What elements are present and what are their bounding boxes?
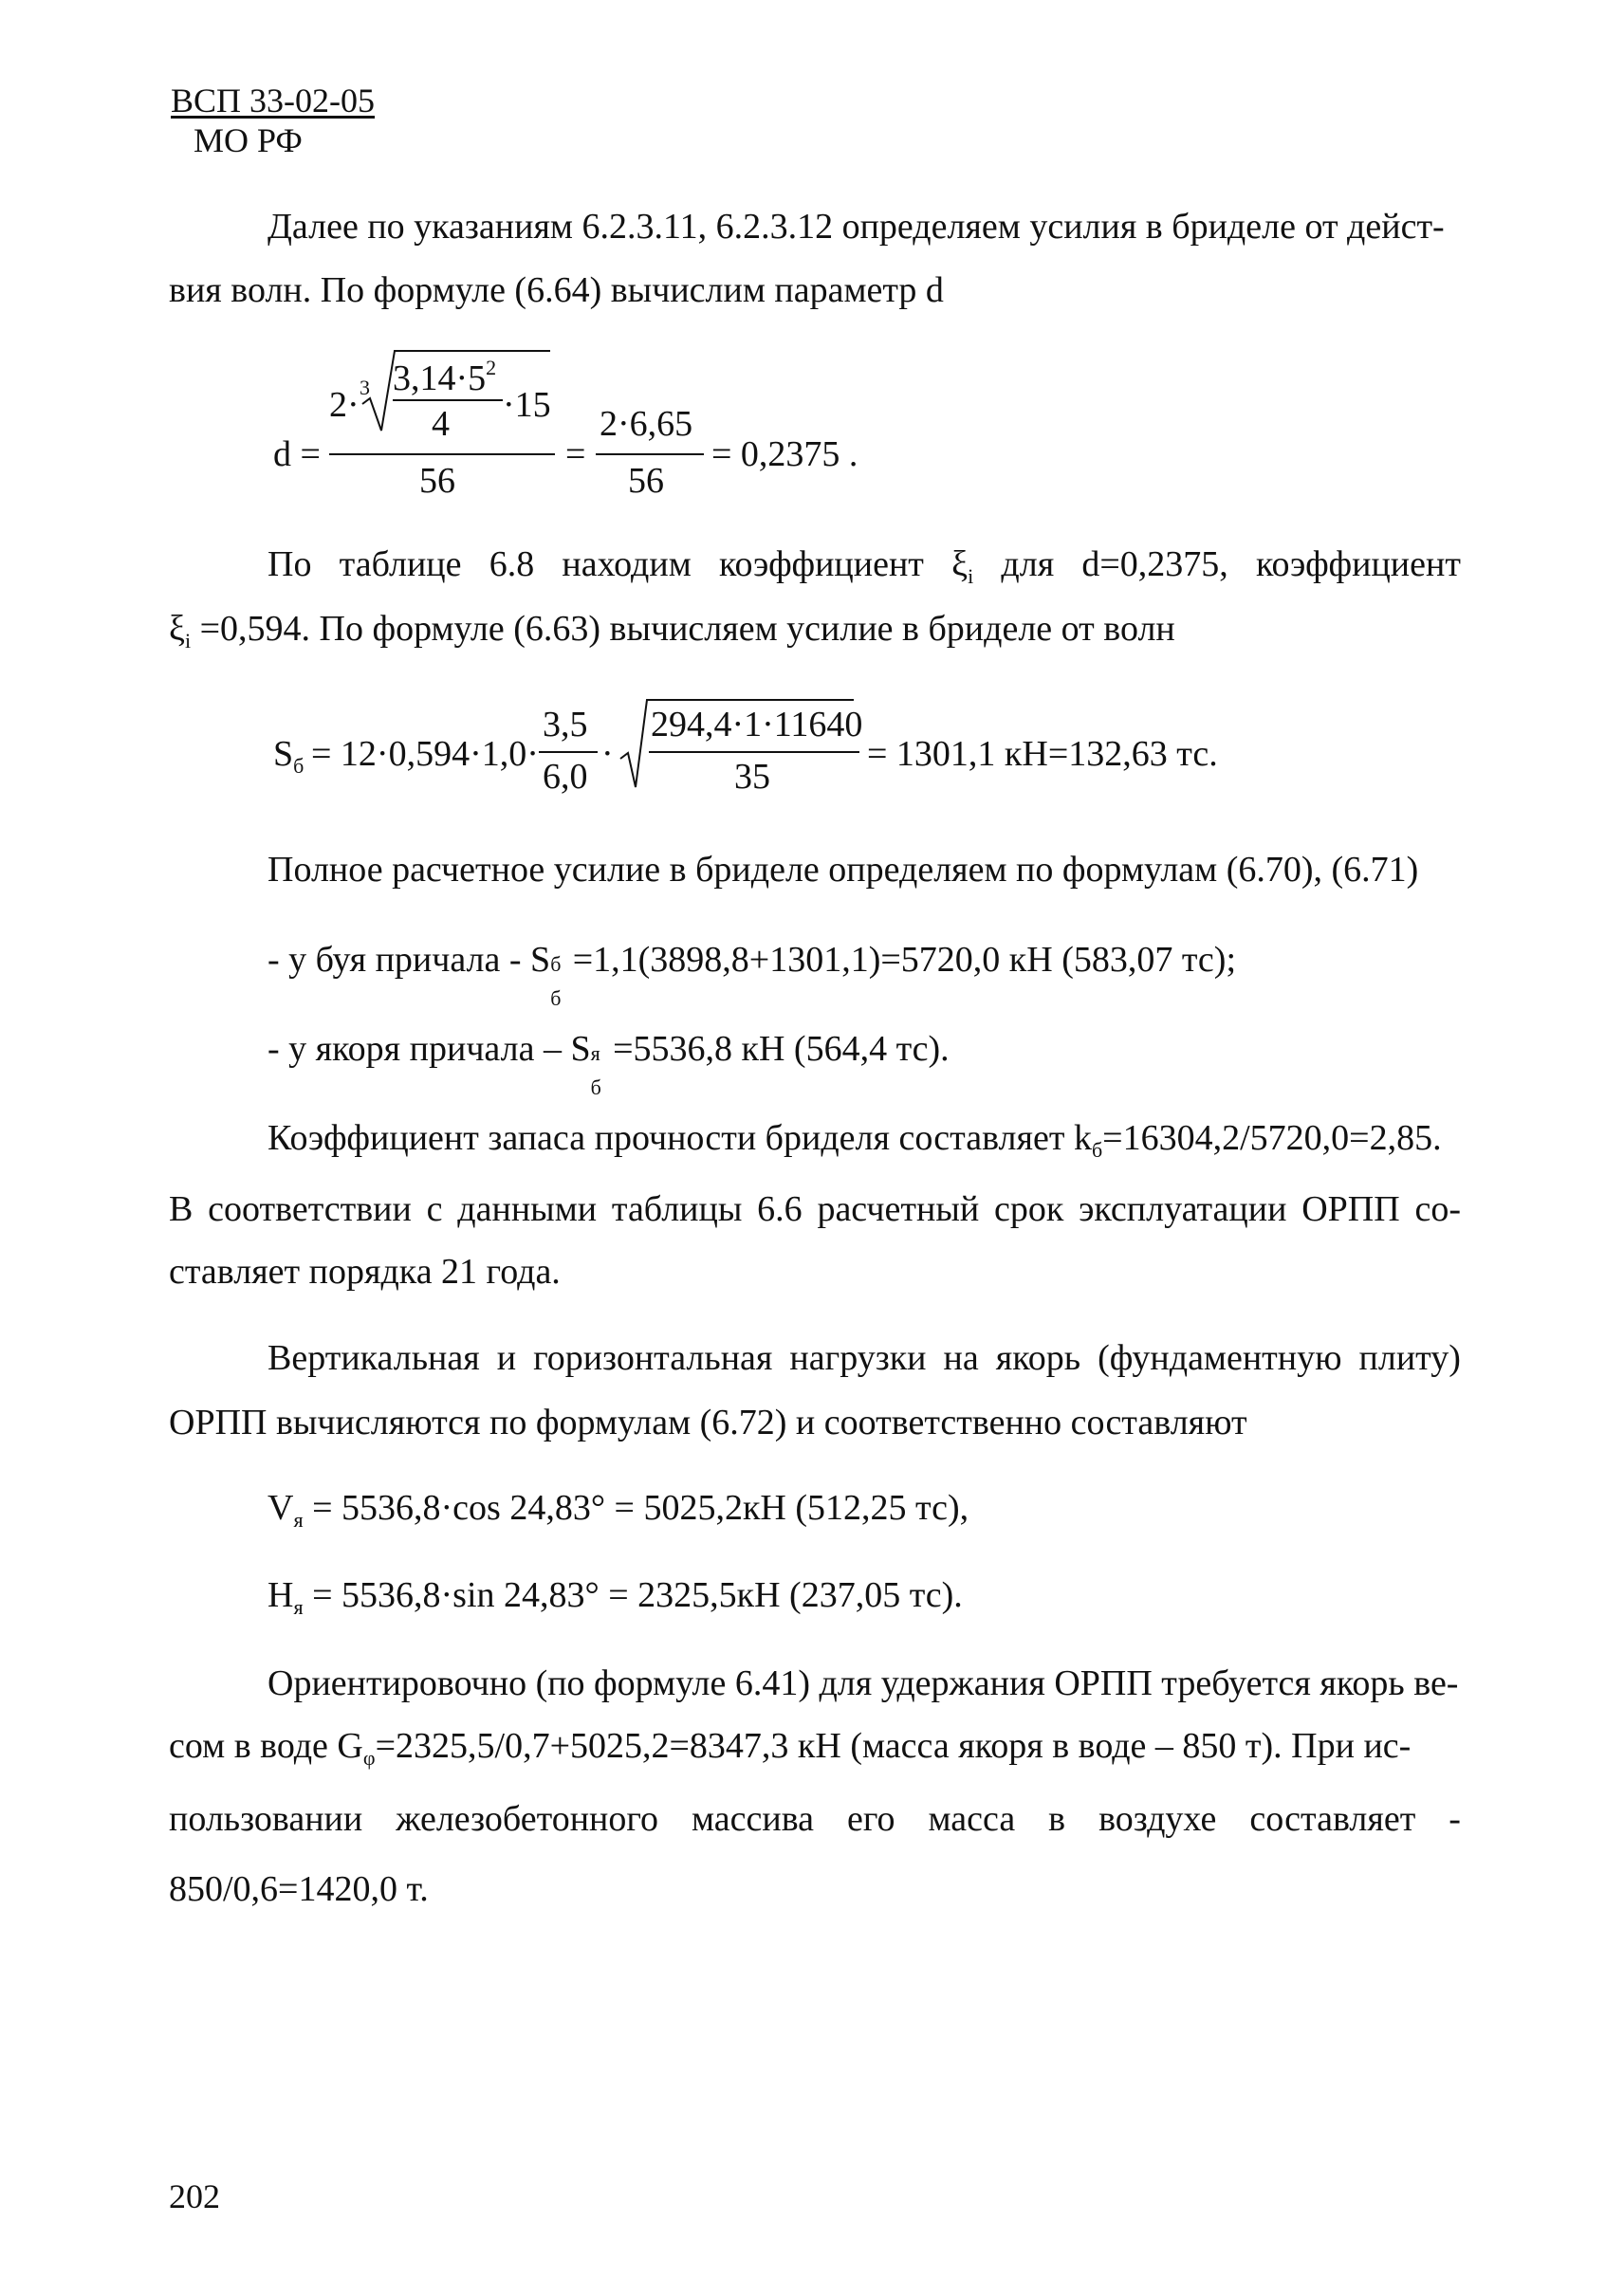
inner-numerator: $3,14\cdot 5^2$ (393, 356, 497, 398)
paragraph-1-line-2: вия волн. По формуле (6.64) вычислим параметр d (169, 270, 944, 310)
inner-fraction-bar (393, 399, 503, 401)
paragraph-2-line-2: $\xi_i =0,594$. По формуле (6.63) вычисляем усилие в бриделе от волн (169, 609, 1175, 652)
paragraph-6-line-3: пользовании железобетонного массива его масса в воздухе составляет - (169, 1799, 1461, 1839)
fraction-2-bar (596, 453, 704, 455)
radicand-fraction-bar (649, 751, 859, 753)
page-number: 202 (169, 2177, 220, 2215)
radicand-denominator: 35 (734, 757, 770, 797)
inner-denominator: 4 (432, 404, 450, 444)
formula-d-denominator: 56 (419, 461, 455, 501)
formula-d-equals: = (565, 434, 586, 474)
paragraph-4-line-3: ставляет порядка 21 года. (169, 1252, 561, 1292)
paragraph-4-line-2: В соответствии с данными таблицы 6.6 расчетный срок эксплуатации ОРПП со- (169, 1189, 1461, 1229)
formula-s-lhs: $S_б$ (273, 734, 304, 778)
formula-h: $H_я = 5536,8\cdot\sin$ 24,83° = 2325,5кН (237,05 тс). (268, 1575, 963, 1619)
radicand-numerator: 294,4·1·11640 (651, 705, 863, 744)
formula-s-result: = 1301,1 кН=132,63 тс. (867, 734, 1218, 774)
fraction-3-5-bar (539, 751, 598, 753)
fraction-2-denominator: 56 (628, 461, 664, 501)
formula-v: $V_я = 5536,8\cdot\cos$ 24,83° = 5025,2кН (512,25 тс), (268, 1488, 969, 1532)
organization: МО РФ (194, 121, 303, 159)
formula-d-lhs: d = (273, 434, 321, 474)
fraction-3-5-numerator: 3,5 (543, 705, 588, 744)
fraction-2-numerator: 2·6,65 (600, 404, 693, 444)
document-code: ВСП 33-02-05 (171, 82, 375, 119)
list-item-anchor: - у якоря причала – S я б =5536,8 кН (564,4 тс). (268, 1029, 950, 1099)
main-fraction-bar (329, 453, 555, 455)
paragraph-6-line-4: 850/0,6=1420,0 т. (169, 1869, 429, 1909)
formula-d-multiplier: ·15 (503, 385, 551, 425)
fraction-3-5-denominator: 6,0 (543, 757, 588, 797)
paragraph-3: Полное расчетное усилие в бриделе определяем по формулам (6.70), (6.71) (268, 850, 1419, 890)
paragraph-6-line-1: Ориентировочно (по формуле 6.41) для удержания ОРПП требуется якорь ве- (268, 1663, 1459, 1703)
paragraph-6-line-2: сом в воде $G_\varphi=2325,5/0,7+5025,2=8347,3$ кН (масса якоря в воде – 850 т). При ис- (169, 1726, 1412, 1770)
formula-s-dot: · (601, 734, 614, 774)
paragraph-5-line-2: ОРПП вычисляются по формулам (6.72) и соответственно составляют (169, 1403, 1247, 1442)
paragraph-5-line-1: Вертикальная и горизонтальная нагрузки на якорь (фундаментную плиту) (268, 1338, 1461, 1378)
list-item-buoy: - у буя причала - S б б =1,1(3898,8+1301,1)=5720,0 кН (583,07 тс); (268, 940, 1236, 1010)
formula-s-prefix: = 12·0,594·1,0· (311, 734, 539, 774)
formula-d-result: = 0,2375 . (711, 434, 858, 474)
formula-d-coef: 2· (329, 385, 360, 425)
paragraph-4-line-1: Коэффициент запаса прочности бриделя составляет $k_б=16304,2/5720,0=2,85$. (268, 1118, 1442, 1162)
paragraph-1-line-1: Далее по указаниям 6.2.3.11, 6.2.3.12 определяем усилия в бриделе от дейст- (268, 207, 1445, 247)
root-index: 3 (360, 376, 370, 399)
paragraph-2-line-1: По таблице 6.8 находим коэффициент $\xi_i$ для d=0,2375, коэффициент (268, 544, 1461, 588)
